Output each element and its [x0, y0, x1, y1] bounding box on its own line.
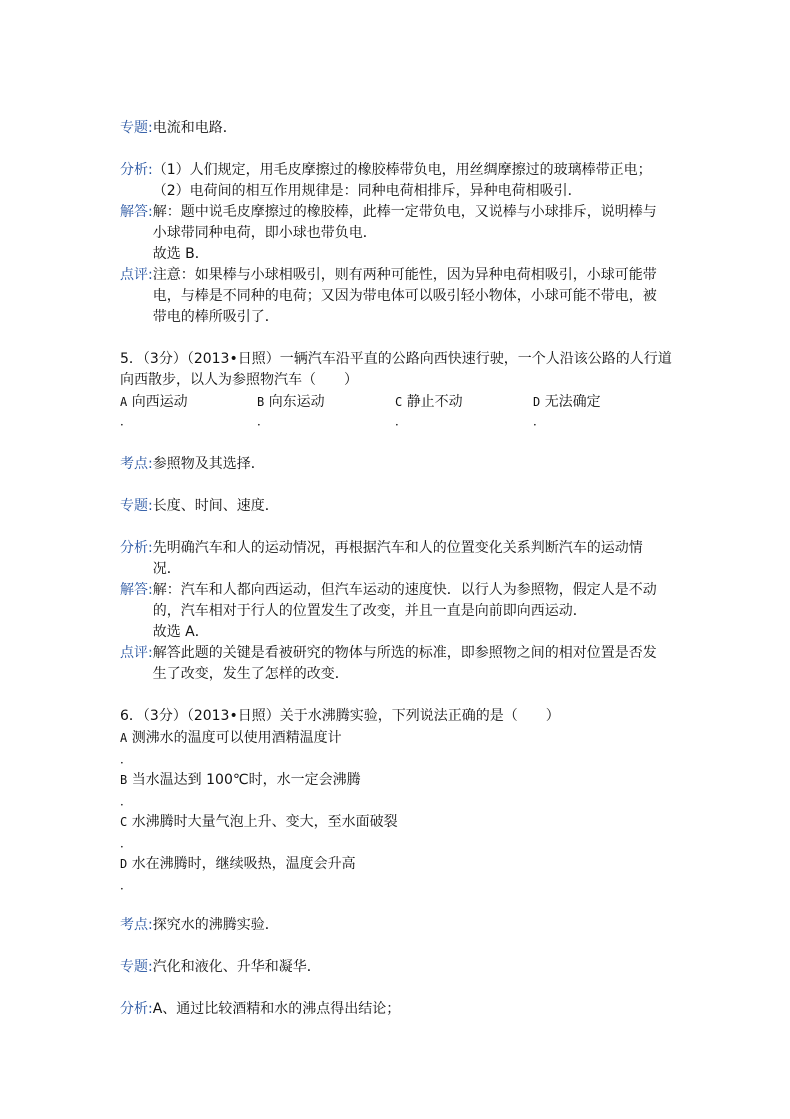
- q6-topic-section: [120, 957, 665, 978]
- answer-choice: 故选 B．: [152, 246, 209, 262]
- analysis-label: 分析:: [120, 162, 153, 178]
- q6-option-a: A 测沸水的温度可以使用酒精温度计: [120, 730, 342, 746]
- option-dot: ．: [120, 836, 133, 850]
- q5-option-b: B 向东运动: [257, 394, 325, 410]
- kaodian-text: 参照物及其选择．: [152, 456, 265, 472]
- q4-answer-section: [120, 202, 665, 265]
- topic-label: 专题:: [120, 959, 153, 975]
- option-dot: ．: [120, 878, 133, 892]
- q6-kaodian-section: [120, 915, 665, 936]
- kaodian-label: 考点:: [120, 456, 153, 472]
- analysis-label: 分析:: [120, 1001, 153, 1017]
- q6-options: [120, 728, 680, 896]
- q5-stem: [120, 349, 680, 391]
- comment-line: 注意：如果棒与小球相吸引，则有两种可能性，因为异种电荷相吸引，小球可能带: [152, 267, 657, 283]
- answer-line: 的，汽车相对于行人的位置发生了改变，并且一直是向前即向西运动．: [152, 603, 587, 619]
- q5-comment-section: [120, 643, 665, 685]
- q5-option-a: A 向西运动: [120, 394, 188, 410]
- answer-line: 解：汽车和人都向西运动，但汽车运动的速度快．以行人为参照物，假定人是不动: [152, 582, 657, 598]
- answer-line: 小球带同种电荷，即小球也带负电．: [152, 225, 377, 241]
- answer-label: 解答:: [120, 204, 153, 220]
- q5-options: [120, 392, 680, 432]
- analysis-line: 先明确汽车和人的运动情况，再根据汽车和人的位置变化关系判断汽车的运动情: [152, 540, 643, 556]
- q6-stem: [120, 706, 680, 727]
- option-dot: ．: [533, 414, 546, 428]
- topic-text: 汽化和液化、升华和凝华．: [152, 959, 321, 975]
- comment-line: 带电的棒所吸引了．: [152, 309, 279, 325]
- option-dot: ．: [120, 752, 133, 766]
- q5-stem-line: 5．（3分）（2013•日照）一辆汽车沿平直的公路向西快速行驶，一个人沿该公路的人行道: [120, 351, 672, 367]
- analysis-line: （2）电荷间的相互作用规律是：同种电荷相排斥，异种电荷相吸引．: [152, 183, 582, 199]
- topic-text: 长度、时间、速度．: [152, 498, 279, 514]
- q6-analysis-section: [120, 999, 665, 1020]
- q6-option-c: C 水沸腾时大量气泡上升、变大，至水面破裂: [120, 814, 398, 830]
- option-dot: ．: [257, 414, 270, 428]
- q6-option-d: D 水在沸腾时，继续吸热，温度会升高: [120, 856, 356, 872]
- analysis-label: 分析:: [120, 540, 153, 556]
- kaodian-text: 探究水的沸腾实验．: [152, 917, 279, 933]
- q4-analysis-section: [120, 160, 665, 202]
- comment-label: 点评:: [120, 645, 153, 661]
- analysis-line: （1）人们规定，用毛皮摩擦过的橡胶棒带负电，用丝绸摩擦过的玻璃棒带正电；: [152, 162, 652, 178]
- option-dot: ．: [120, 414, 133, 428]
- q5-analysis-section: [120, 538, 665, 580]
- q6-option-b: B 当水温达到 100℃时，水一定会沸腾: [120, 772, 361, 788]
- comment-line: 电，与棒是不同种的电荷；又因为带电体可以吸引轻小物体，小球可能不带电，被: [152, 288, 657, 304]
- topic-text: 电流和电路．: [152, 120, 237, 136]
- q6-stem-line: 6．（3分）（2013•日照）关于水沸腾实验，下列说法正确的是（ ）: [120, 708, 560, 724]
- q5-topic-section: [120, 496, 665, 517]
- comment-line: 解答此题的关键是看被研究的物体与所选的标准，即参照物之间的相对位置是否发: [152, 645, 657, 661]
- comment-label: 点评:: [120, 267, 153, 283]
- answer-label: 解答:: [120, 582, 153, 598]
- answer-line: 解：题中说毛皮摩擦过的橡胶棒，此棒一定带负电，又说棒与小球排斥，说明棒与: [152, 204, 657, 220]
- option-dot: ．: [120, 794, 133, 808]
- topic-label: 专题:: [120, 120, 153, 136]
- option-dot: ．: [395, 414, 408, 428]
- q5-option-d: D 无法确定: [533, 394, 601, 410]
- q5-answer-section: [120, 580, 665, 643]
- q5-stem-line: 向西散步，以人为参照物汽车（ ）: [120, 372, 358, 388]
- answer-choice: 故选 A．: [152, 624, 209, 640]
- comment-line: 生了改变，发生了怎样的改变．: [152, 666, 349, 682]
- q5-kaodian-section: [120, 454, 665, 475]
- analysis-line: A、通过比较酒精和水的沸点得出结论；: [152, 1001, 401, 1017]
- q4-topic-section: [120, 118, 665, 139]
- topic-label: 专题:: [120, 498, 153, 514]
- q4-comment-section: [120, 265, 665, 328]
- q5-option-c: C 静止不动: [395, 394, 463, 410]
- kaodian-label: 考点:: [120, 917, 153, 933]
- analysis-line: 况．: [152, 561, 181, 577]
